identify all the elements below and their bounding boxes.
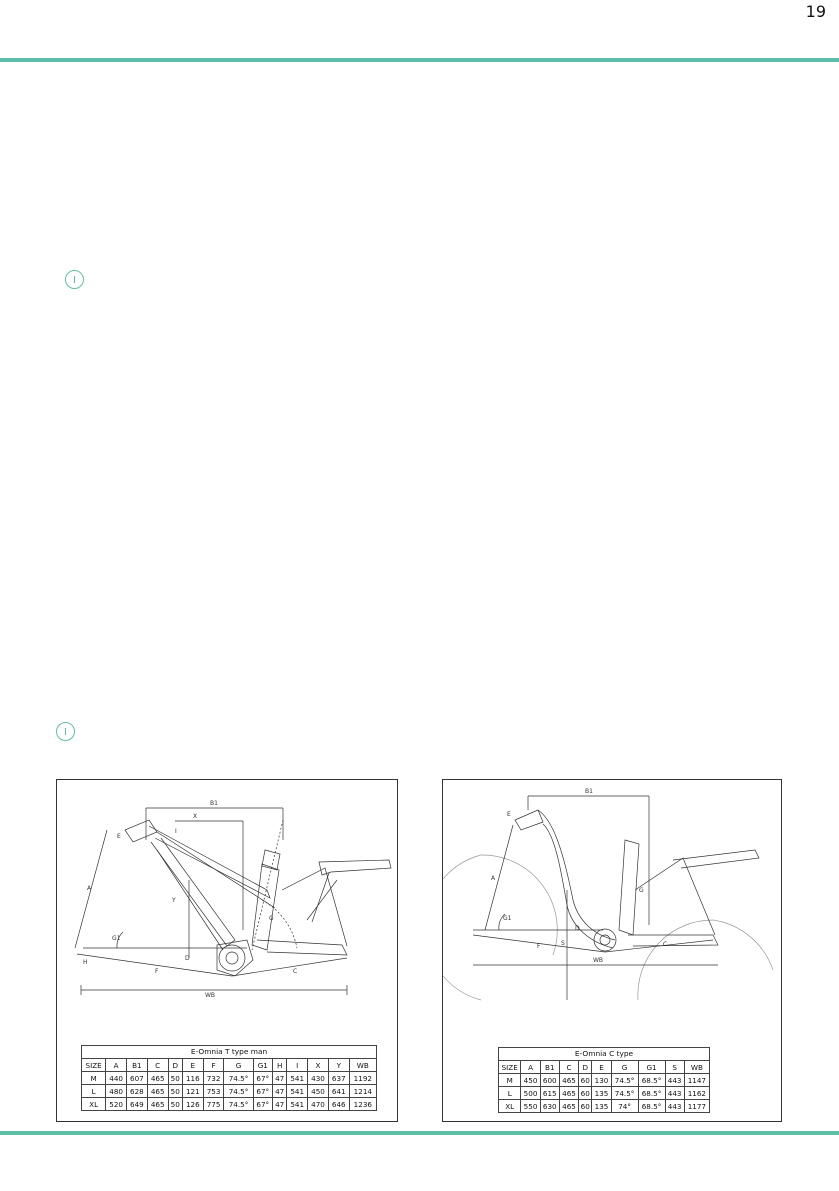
cell: 130 bbox=[592, 1074, 611, 1087]
cell: 116 bbox=[182, 1072, 203, 1085]
cell: 74.5° bbox=[611, 1074, 638, 1087]
cell: 465 bbox=[147, 1072, 168, 1085]
cell: 775 bbox=[203, 1098, 224, 1111]
label-g: G bbox=[639, 887, 644, 894]
cell: 1177 bbox=[684, 1100, 709, 1113]
col-d: D bbox=[579, 1061, 592, 1074]
cell: 550 bbox=[521, 1100, 540, 1113]
cell: 1236 bbox=[349, 1098, 376, 1111]
page-number: 19 bbox=[805, 2, 826, 21]
cell: L bbox=[499, 1087, 521, 1100]
cell: 74.5° bbox=[224, 1072, 253, 1085]
label-b1: B1 bbox=[210, 800, 218, 807]
label-wb: WB bbox=[205, 992, 216, 999]
label-wb: WB bbox=[593, 957, 604, 964]
col-wb: WB bbox=[349, 1059, 376, 1072]
table-header-row bbox=[82, 1059, 377, 1072]
col-e: E bbox=[592, 1061, 611, 1074]
label-c: C bbox=[293, 968, 298, 975]
geometry-panel-c-type bbox=[442, 779, 782, 1122]
col-g: G bbox=[224, 1059, 253, 1072]
label-s: S bbox=[561, 940, 565, 947]
cell: 47 bbox=[272, 1098, 286, 1111]
cell: 74.5° bbox=[224, 1098, 253, 1111]
cell: 74.5° bbox=[611, 1087, 638, 1100]
cell: M bbox=[82, 1072, 106, 1085]
cell: 1162 bbox=[684, 1087, 709, 1100]
cell: 47 bbox=[272, 1085, 286, 1098]
cell: 1214 bbox=[349, 1085, 376, 1098]
cell: 465 bbox=[559, 1087, 578, 1100]
cell: 121 bbox=[182, 1085, 203, 1098]
cell: 68.5° bbox=[638, 1087, 665, 1100]
table-header-row bbox=[499, 1061, 710, 1074]
cell: 68.5° bbox=[638, 1100, 665, 1113]
cell: 465 bbox=[559, 1100, 578, 1113]
label-y: Y bbox=[172, 897, 176, 904]
col-wb: WB bbox=[684, 1061, 709, 1074]
warning-icon bbox=[56, 722, 75, 741]
col-b1: B1 bbox=[540, 1061, 559, 1074]
label-x: X bbox=[193, 813, 198, 820]
label-g1: G1 bbox=[503, 915, 512, 922]
label-e: E bbox=[117, 833, 121, 840]
cell: 443 bbox=[665, 1074, 684, 1087]
cell: 541 bbox=[287, 1085, 308, 1098]
cell: 732 bbox=[203, 1072, 224, 1085]
table-row bbox=[82, 1072, 377, 1085]
cell: 480 bbox=[106, 1085, 127, 1098]
cell: 60 bbox=[579, 1100, 592, 1113]
label-f: F bbox=[155, 968, 159, 975]
label-g1: G1 bbox=[112, 935, 121, 942]
col-size: SIZE bbox=[499, 1061, 521, 1074]
geometry-table-c-type bbox=[498, 1047, 710, 1113]
label-i: I bbox=[175, 828, 177, 835]
label-e: E bbox=[507, 811, 511, 818]
cell: 443 bbox=[665, 1087, 684, 1100]
cell: 465 bbox=[147, 1098, 168, 1111]
col-i: I bbox=[287, 1059, 308, 1072]
label-g: G bbox=[269, 915, 274, 922]
cell: 450 bbox=[308, 1085, 329, 1098]
cell: 1147 bbox=[684, 1074, 709, 1087]
label-h: H bbox=[83, 959, 88, 966]
cell: 47 bbox=[272, 1072, 286, 1085]
cell: 67° bbox=[253, 1098, 272, 1111]
cell: 50 bbox=[168, 1072, 182, 1085]
cell: 628 bbox=[127, 1085, 148, 1098]
cell: M bbox=[499, 1074, 521, 1087]
cell: 74° bbox=[611, 1100, 638, 1113]
cell: XL bbox=[499, 1100, 521, 1113]
cell: 135 bbox=[592, 1100, 611, 1113]
col-c: C bbox=[559, 1061, 578, 1074]
table-row bbox=[82, 1085, 377, 1098]
col-x: X bbox=[308, 1059, 329, 1072]
cell: 541 bbox=[287, 1098, 308, 1111]
col-size: SIZE bbox=[82, 1059, 106, 1072]
label-f: F bbox=[537, 943, 541, 950]
label-a: A bbox=[87, 885, 92, 892]
cell: 615 bbox=[540, 1087, 559, 1100]
cell: 50 bbox=[168, 1085, 182, 1098]
cell: 470 bbox=[308, 1098, 329, 1111]
geometry-panel-t-type bbox=[56, 779, 398, 1122]
bottom-rule bbox=[0, 1131, 839, 1135]
cell: 465 bbox=[559, 1074, 578, 1087]
cell: 520 bbox=[106, 1098, 127, 1111]
cell: 67° bbox=[253, 1072, 272, 1085]
cell: 440 bbox=[106, 1072, 127, 1085]
cell: 607 bbox=[127, 1072, 148, 1085]
cell: 465 bbox=[147, 1085, 168, 1098]
col-c: C bbox=[147, 1059, 168, 1072]
col-d: D bbox=[168, 1059, 182, 1072]
cell: 641 bbox=[328, 1085, 349, 1098]
label-a: A bbox=[491, 875, 496, 882]
cell: 60 bbox=[579, 1074, 592, 1087]
cell: 74.5° bbox=[224, 1085, 253, 1098]
col-g1: G1 bbox=[253, 1059, 272, 1072]
cell: XL bbox=[82, 1098, 106, 1111]
top-rule bbox=[0, 58, 839, 62]
table-row bbox=[499, 1087, 710, 1100]
table-row bbox=[82, 1098, 377, 1111]
col-b1: B1 bbox=[127, 1059, 148, 1072]
cell: 126 bbox=[182, 1098, 203, 1111]
label-c: C bbox=[663, 941, 668, 948]
table-title: E-Omnia C type bbox=[498, 1047, 710, 1060]
col-s: S bbox=[665, 1061, 684, 1074]
cell: 68.5° bbox=[638, 1074, 665, 1087]
col-e: E bbox=[182, 1059, 203, 1072]
table-row bbox=[499, 1100, 710, 1113]
col-g: G bbox=[611, 1061, 638, 1074]
cell: 50 bbox=[168, 1098, 182, 1111]
table-title: E-Omnia T type man bbox=[81, 1045, 377, 1058]
col-h: H bbox=[272, 1059, 286, 1072]
cell: 541 bbox=[287, 1072, 308, 1085]
col-a: A bbox=[106, 1059, 127, 1072]
cell: 67° bbox=[253, 1085, 272, 1098]
cell: 450 bbox=[521, 1074, 540, 1087]
cell: 500 bbox=[521, 1087, 540, 1100]
cell: 60 bbox=[579, 1087, 592, 1100]
table-row bbox=[499, 1074, 710, 1087]
col-g1: G1 bbox=[638, 1061, 665, 1074]
cell: 630 bbox=[540, 1100, 559, 1113]
cell: L bbox=[82, 1085, 106, 1098]
geometry-table-t-type bbox=[81, 1045, 377, 1111]
cell: 637 bbox=[328, 1072, 349, 1085]
cell: 1192 bbox=[349, 1072, 376, 1085]
col-f: F bbox=[203, 1059, 224, 1072]
cell: 649 bbox=[127, 1098, 148, 1111]
cell: 430 bbox=[308, 1072, 329, 1085]
label-d: D bbox=[185, 955, 190, 962]
cell: 753 bbox=[203, 1085, 224, 1098]
cell: 646 bbox=[328, 1098, 349, 1111]
cell: 443 bbox=[665, 1100, 684, 1113]
label-b1: B1 bbox=[585, 788, 593, 795]
col-a: A bbox=[521, 1061, 540, 1074]
cell: 600 bbox=[540, 1074, 559, 1087]
warning-icon bbox=[65, 270, 84, 289]
label-d: D bbox=[575, 925, 580, 932]
col-y: Y bbox=[328, 1059, 349, 1072]
cell: 135 bbox=[592, 1087, 611, 1100]
